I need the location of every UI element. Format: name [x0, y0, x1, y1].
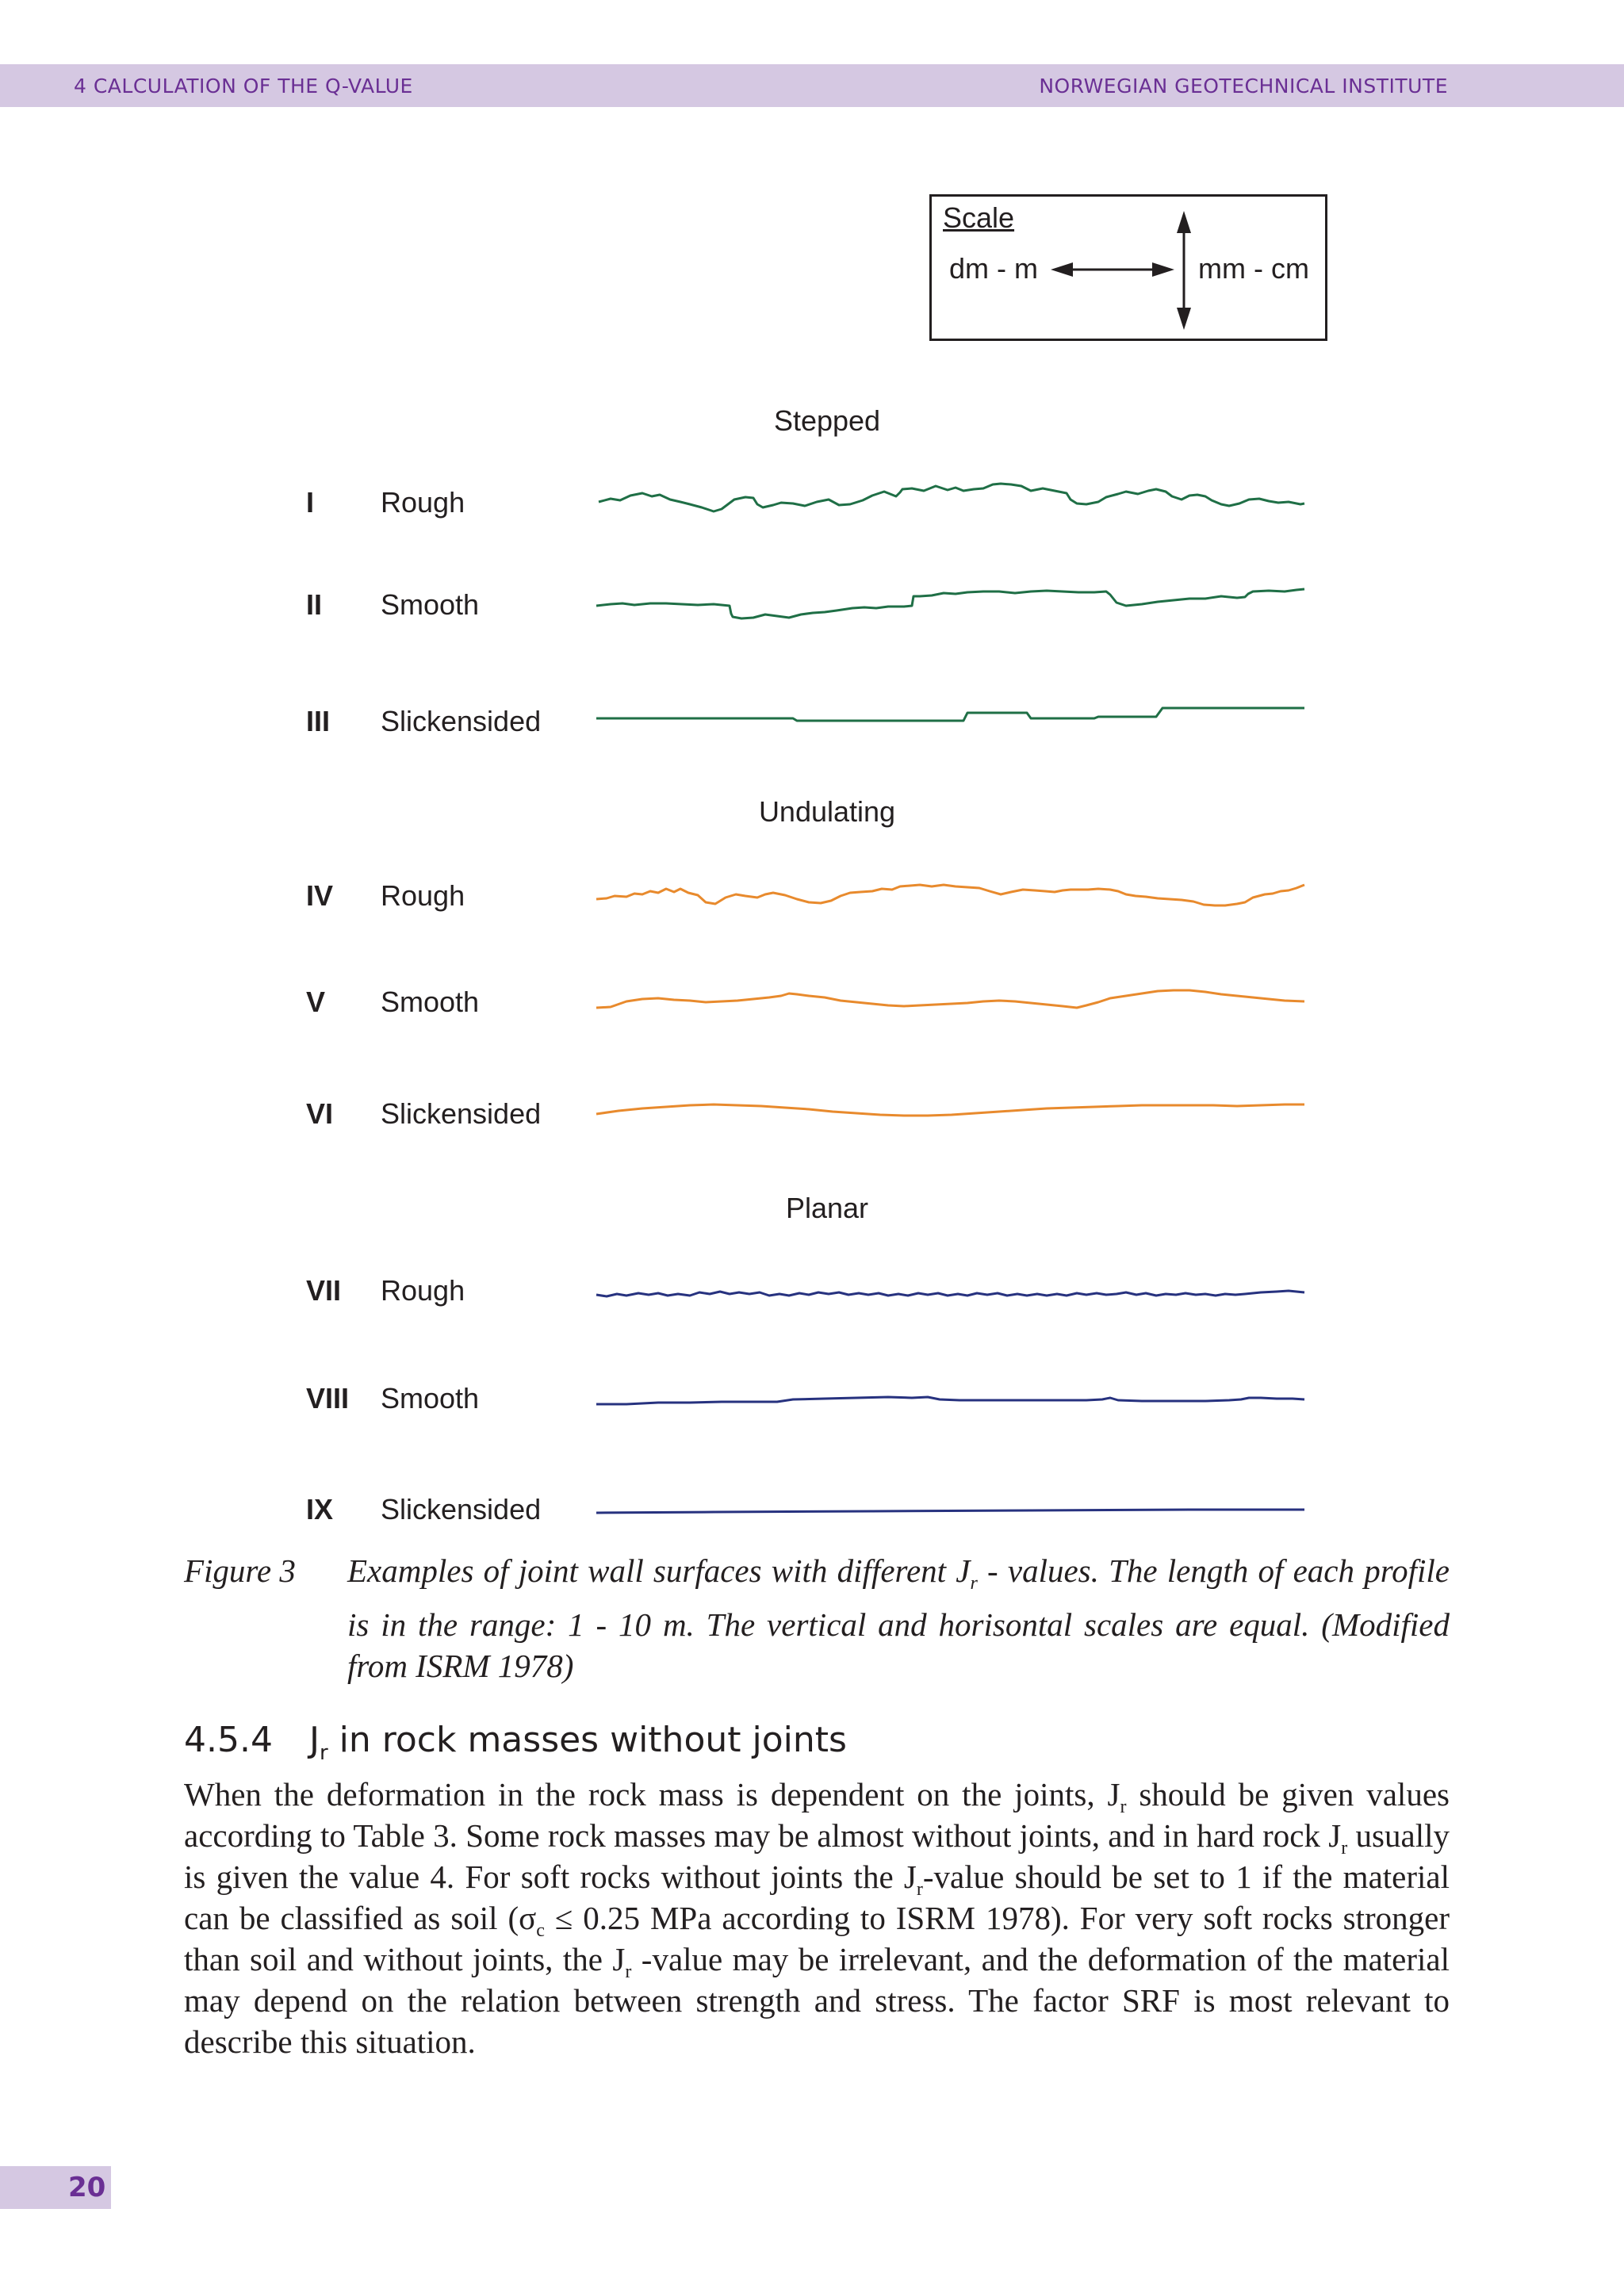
body-subscript-4: c — [536, 1920, 545, 1942]
profile-name-1: Rough — [381, 486, 465, 519]
profile-line-4 — [596, 885, 1304, 905]
profile-line-7 — [596, 1291, 1304, 1296]
section-title-1: J — [308, 1720, 320, 1760]
profile-name-9: Slickensided — [381, 1493, 542, 1525]
profile-roman-4: IV — [306, 879, 334, 912]
profile-roman-7: VII — [306, 1274, 342, 1307]
body-text-3: usually is given the value 4. For soft rocks without joints the J — [184, 1817, 1450, 1895]
profile-name-2: Smooth — [381, 588, 480, 621]
body-subscript-2: r — [1341, 1838, 1348, 1859]
body-subscript-5: r — [625, 1962, 632, 1983]
profile-roman-1: I — [306, 486, 315, 519]
scale-vertical-label: mm - cm — [1198, 252, 1309, 285]
caption-subscript: r — [970, 1573, 978, 1594]
profile-name-6: Slickensided — [381, 1097, 542, 1130]
profile-roman-3: III — [306, 705, 331, 737]
profile-line-2 — [596, 589, 1304, 618]
scale-title: Scale — [943, 201, 1015, 234]
profile-roman-5: V — [306, 986, 326, 1018]
body-text-4: -value should be set to 1 if the material can be classified as soil (σ — [184, 1858, 1450, 1936]
body-paragraph — [184, 1774, 1450, 2062]
profile-name-7: Rough — [381, 1274, 465, 1307]
figure-label: Figure 3 — [184, 1552, 296, 1589]
profile-line-3 — [596, 708, 1304, 721]
group-title-stepped: Stepped — [773, 404, 881, 437]
body-text-6: -value may be irrelevant, and the deformation of the material may depend on the relation between strength and stress. The factor SRF is most relevant to describe this situation. — [184, 1941, 1450, 2060]
section-title-2: in rock masses without joints — [327, 1720, 847, 1760]
body-subscript-1: r — [1120, 1797, 1127, 1818]
body-subscript-3: r — [916, 1879, 923, 1901]
scale-horizontal-label: dm - m — [949, 252, 1038, 285]
profile-line-1 — [599, 484, 1304, 511]
caption-text-2: - values. The length of each profile is in the range: 1 - 10 m. The vertical and horisontal scales are equal. (Modified from ISRM 1978) — [347, 1552, 1450, 1685]
profile-line-6 — [596, 1104, 1304, 1116]
profile-roman-9: IX — [306, 1493, 334, 1525]
caption-text-1: Examples of joint wall surfaces with different J — [347, 1552, 971, 1589]
profile-name-3: Slickensided — [381, 705, 542, 737]
profile-name-5: Smooth — [381, 986, 480, 1018]
section-title-subscript: r — [319, 1740, 328, 1765]
profile-roman-6: VI — [306, 1097, 334, 1130]
profile-line-9 — [596, 1510, 1304, 1513]
profile-line-8 — [596, 1397, 1304, 1404]
section-number: 4.5.4 — [184, 1720, 273, 1760]
section-heading — [184, 1720, 847, 1765]
body-text-5: ≤ 0.25 MPa according to ISRM 1978). For very soft rocks stronger than soil and without joints, the J — [184, 1900, 1450, 1977]
group-title-undulating: Undulating — [758, 795, 896, 828]
group-title-planar: Planar — [785, 1192, 869, 1224]
profile-line-5 — [596, 990, 1304, 1008]
profile-roman-8: VIII — [306, 1382, 350, 1414]
figure-caption-text — [347, 1550, 1450, 1686]
chapter-title: 4 CALCULATION OF THE Q-VALUE — [74, 75, 413, 98]
profile-name-8: Smooth — [381, 1382, 480, 1414]
body-text-1: When the deformation in the rock mass is dependent on the joints, J — [184, 1776, 1120, 1813]
publisher-name: NORWEGIAN GEOTECHNICAL INSTITUTE — [1039, 75, 1448, 98]
profile-roman-2: II — [306, 588, 323, 621]
profile-name-4: Rough — [381, 879, 465, 912]
page-number: 20 — [68, 2172, 106, 2203]
body-text-2: should be given values according to Table 3. Some rock masses may be almost without joints, and in hard rock J — [184, 1776, 1450, 1854]
